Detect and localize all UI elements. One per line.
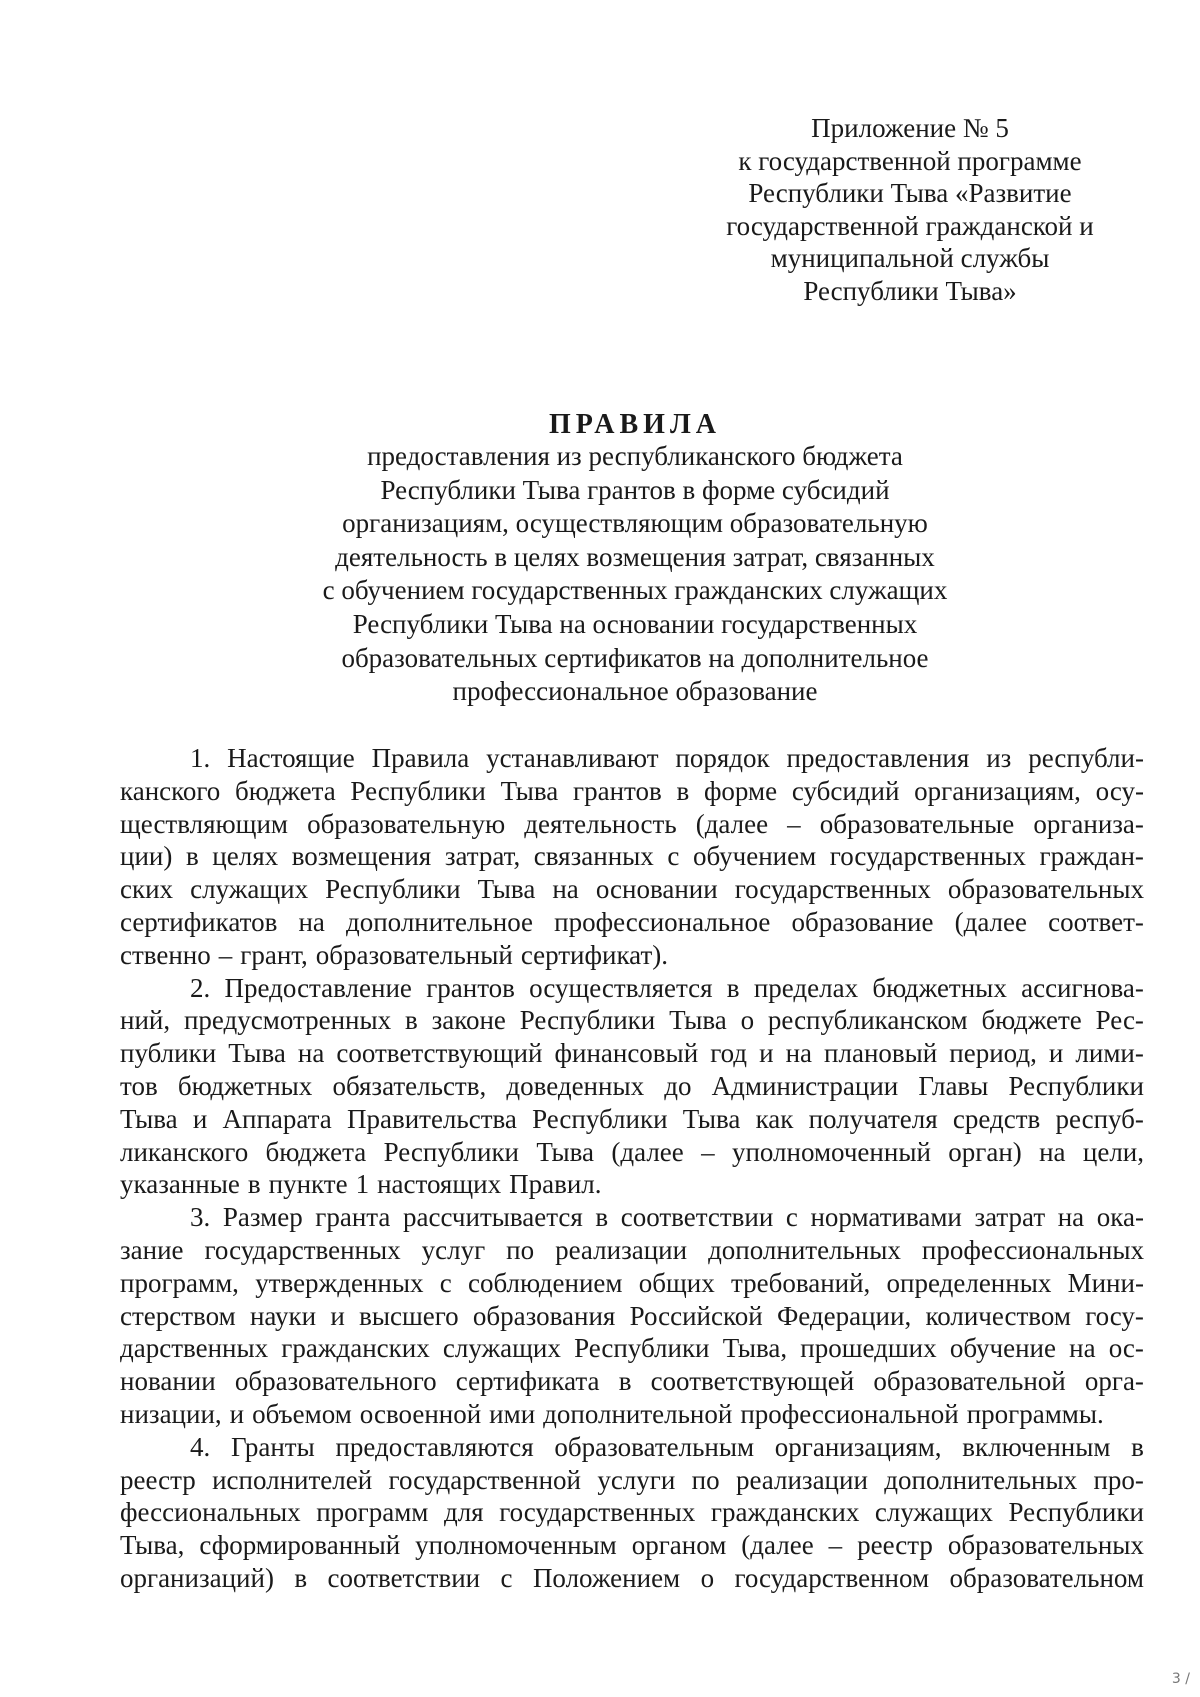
- text-line: стерством науки и высшего образования Российской Федерации, количеством госу-: [120, 1300, 1144, 1331]
- text-line: тов бюджетных обязательств, доведенных до Администрации Главы Республики: [120, 1070, 1144, 1101]
- text-line: 4. Гранты предоставляются образовательным организациям, включенным в: [190, 1431, 1144, 1462]
- subtitle-line: деятельность в целях возмещения затрат, связанных: [335, 541, 935, 572]
- document-subtitle: [280, 440, 990, 709]
- text-line: реестр исполнителей государственной услуги по реализации дополнительных про-: [120, 1464, 1144, 1495]
- text-line: ственно – грант, образовательный сертификат).: [120, 939, 668, 970]
- appendix-line: Приложение № 5: [811, 113, 1009, 143]
- paragraph-4: [120, 1431, 1144, 1595]
- paragraph-1: [120, 742, 1144, 972]
- subtitle-line: с обучением государственных гражданских служащих: [322, 575, 948, 606]
- text-line: канского бюджета Республики Тыва грантов в форме субсидий организациям, осу-: [120, 775, 1144, 806]
- appendix-line: государственной гражданской и: [726, 210, 1094, 241]
- appendix-line: Республики Тыва»: [803, 275, 1017, 306]
- text-line: фессиональных программ для государственных гражданских служащих Республики: [120, 1497, 1144, 1528]
- subtitle-line: Республики Тыва грантов в форме субсидий: [380, 474, 890, 505]
- text-line: 2. Предоставление грантов осуществляется в пределах бюджетных ассигнова-: [190, 972, 1144, 1003]
- text-line: ществляющим образовательную деятельность (далее – образовательные организа-: [120, 808, 1144, 839]
- subtitle-line: предоставления из республиканского бюджета: [367, 441, 903, 471]
- text-line: ликанского бюджета Республики Тыва (далее – уполномоченный орган) на цели,: [120, 1136, 1144, 1167]
- text-line: сертификатов на дополнительное профессиональное образование (далее соответ-: [120, 906, 1144, 937]
- subtitle-line: профессиональное образование: [452, 676, 818, 707]
- document-body: [120, 742, 1144, 1595]
- subtitle-line: Республики Тыва на основании государственных: [352, 608, 918, 639]
- text-line: ции) в целях возмещения затрат, связанных с обучением государственных граждан-: [120, 841, 1144, 872]
- text-line: ний, предусмотренных в законе Республики Тыва о республиканском бюджете Рес-: [120, 1005, 1144, 1036]
- text-line: 1. Настоящие Правила устанавливают порядок предоставления из республи-: [190, 743, 1144, 773]
- text-line: ских служащих Республики Тыва на основании государственных образовательных: [120, 874, 1144, 905]
- text-line: указанные в пункте 1 настоящих Правил.: [120, 1169, 602, 1200]
- appendix-line: муниципальной службы: [770, 243, 1050, 274]
- subtitle-line: образовательных сертификатов на дополнительное: [341, 642, 929, 673]
- text-line: публики Тыва на соответствующий финансовый год и на плановый период, и лими-: [120, 1038, 1144, 1069]
- text-line: Тыва и Аппарата Правительства Республики Тыва как получателя средств респуб-: [120, 1103, 1144, 1134]
- text-line: дарственных гражданских служащих Республики Тыва, прошедших обучение на ос-: [120, 1333, 1144, 1364]
- paragraph-2: [120, 972, 1144, 1202]
- text-line: новании образовательного сертификата в соответствующей образовательной орга-: [120, 1366, 1144, 1397]
- text-line: низации, и объемом освоенной ими дополнительной профессиональной программы.: [120, 1398, 1104, 1429]
- text-line: организаций) в соответствии с Положением о государственном образовательном: [120, 1562, 1144, 1593]
- subtitle-line: организациям, осуществляющим образовательную: [342, 508, 928, 539]
- appendix-header: [700, 112, 1120, 308]
- appendix-line: Республики Тыва «Развитие: [748, 178, 1072, 209]
- text-line: программ, утвержденных с соблюдением общих требований, определенных Мини-: [120, 1267, 1144, 1298]
- appendix-line: к государственной программе: [738, 145, 1082, 176]
- text-line: Тыва, сформированный уполномоченным органом (далее – реестр образовательных: [120, 1530, 1144, 1561]
- page-mark: 3 /: [1171, 1671, 1190, 1687]
- text-line: зание государственных услуг по реализации дополнительных профессиональных: [120, 1234, 1144, 1265]
- document-title: ПРАВИЛА: [548, 409, 722, 440]
- text-line: 3. Размер гранта рассчитывается в соответствии с нормативами затрат на ока-: [190, 1202, 1144, 1233]
- paragraph-3: [120, 1201, 1144, 1431]
